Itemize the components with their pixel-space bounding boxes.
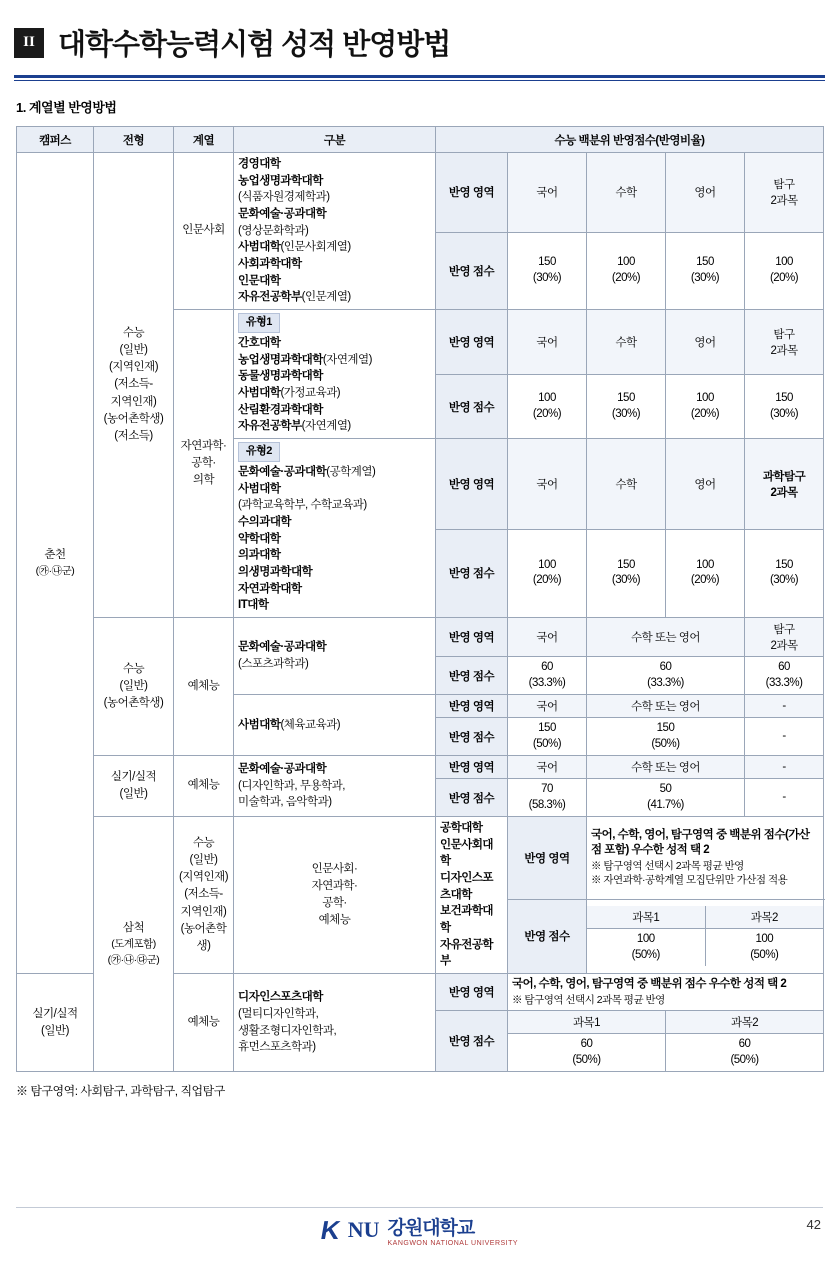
points-korean bbox=[508, 375, 587, 439]
subject-english: 영어 bbox=[666, 439, 745, 530]
points-value: 50 bbox=[659, 783, 672, 796]
dept-line: 자연과학대학 bbox=[238, 582, 302, 595]
points-value: 150 bbox=[656, 722, 675, 735]
dept-suffix: (인문계열) bbox=[301, 291, 351, 304]
points-value: 70 bbox=[541, 783, 553, 796]
inquiry-label: 탐구 bbox=[773, 179, 795, 192]
adm-line: (농어촌학생) bbox=[180, 922, 227, 953]
points-value: 100 bbox=[696, 392, 714, 405]
adm-line: 지역인재) bbox=[110, 395, 157, 408]
track-samcheok-mixed bbox=[234, 817, 436, 974]
subject-subtable bbox=[587, 906, 823, 966]
inquiry-label: 탐구 bbox=[773, 624, 795, 636]
dept-line: 생활조형디자인학과, bbox=[238, 1024, 337, 1037]
points-value: 150 bbox=[696, 256, 714, 269]
subject-inquiry bbox=[745, 153, 824, 233]
track-arts-1: 예체능 bbox=[174, 618, 234, 756]
points-korean bbox=[508, 718, 587, 756]
adm-line: (지역인재) bbox=[178, 871, 229, 884]
points-math-or-english bbox=[587, 657, 745, 695]
logo-korean-name: 강원대학교 bbox=[387, 1218, 475, 1239]
label-area: 반영 영역 bbox=[436, 756, 508, 779]
dept-line: 미술학과, 음악학과) bbox=[238, 796, 332, 809]
points-korean bbox=[508, 529, 587, 617]
table-row bbox=[17, 817, 824, 899]
adm-line: 실기/실적 bbox=[32, 1007, 78, 1020]
track-line: 인문사회· bbox=[311, 862, 358, 875]
division-samcheok-practical bbox=[234, 974, 436, 1072]
admission-practical-chuncheon bbox=[94, 756, 174, 817]
label-points: 반영 점수 bbox=[436, 529, 508, 617]
subject-inquiry bbox=[745, 310, 824, 375]
dept-line bbox=[238, 239, 431, 256]
points-ratio: (50%) bbox=[532, 737, 562, 750]
knu-logo bbox=[0, 1213, 839, 1247]
points-inquiry bbox=[745, 529, 824, 617]
label-points: 반영 점수 bbox=[436, 779, 508, 817]
points-ratio: (50%) bbox=[651, 737, 680, 750]
track-line: 자연과학· bbox=[311, 879, 358, 892]
points-value: 100 bbox=[755, 933, 774, 946]
subject2-header: 과목2 bbox=[705, 906, 823, 929]
adm-line: 지역인재) bbox=[180, 905, 227, 918]
label-points: 반영 점수 bbox=[436, 1011, 508, 1072]
adm-line: (저소득- bbox=[184, 888, 223, 901]
points-math bbox=[587, 232, 666, 310]
points-math bbox=[587, 529, 666, 617]
subject-math-or-english: 수학 또는 영어 bbox=[587, 756, 745, 779]
points-ratio: (41.7%) bbox=[647, 798, 684, 811]
subject-science-inquiry bbox=[745, 439, 824, 530]
dept-line: 수의과대학 bbox=[238, 515, 292, 528]
label-points: 반영 점수 bbox=[436, 718, 508, 756]
division-natural-type2 bbox=[234, 439, 436, 618]
adm-line: 수능 bbox=[122, 662, 145, 675]
dept-line: 산림환경과학대학 bbox=[238, 403, 323, 416]
dept-name: 자유전공학부 bbox=[238, 291, 302, 304]
header-divider-thin bbox=[14, 80, 825, 81]
points-math bbox=[587, 375, 666, 439]
subject2-header: 과목2 bbox=[666, 1011, 824, 1034]
track-line: 자연과학· bbox=[180, 439, 227, 452]
science-inquiry-count: 2과목 bbox=[770, 486, 798, 499]
header-divider bbox=[14, 75, 825, 78]
page-number: 42 bbox=[806, 1217, 821, 1232]
dept-line: 공학대학 bbox=[440, 822, 483, 835]
points-ratio: (50%) bbox=[572, 1053, 601, 1066]
subject-korean: 국어 bbox=[508, 756, 587, 779]
area-rule-main: 국어, 수학, 영어, 탐구영역 중 백분위 점수(가산점 포함) 우수한 성적 택 2 bbox=[591, 828, 810, 857]
track-humanities: 인문사회 bbox=[174, 153, 234, 310]
table-body bbox=[17, 153, 824, 1072]
points-value: 60 bbox=[659, 661, 672, 673]
subject-korean: 국어 bbox=[508, 310, 587, 375]
area-rule-note: ※ 자연과학·공학계열 모집단위만 가산점 적용 bbox=[591, 874, 788, 887]
type-badge-2: 유형2 bbox=[238, 442, 280, 462]
area-rule-samcheok-practical bbox=[508, 974, 824, 1011]
dept-line: 사회과학대학 bbox=[238, 258, 302, 271]
campus-sub: (㉮·㉯군) bbox=[35, 564, 75, 577]
dept-line: 농업생명과학대학 bbox=[238, 174, 323, 187]
admission-suneung-arts bbox=[94, 618, 174, 756]
points-ratio: (20%) bbox=[532, 407, 562, 420]
dept-line: 의과대학 bbox=[238, 549, 281, 562]
dept-line: 휴먼스포츠학과) bbox=[238, 1041, 316, 1054]
points-samcheok-suneung bbox=[587, 899, 824, 974]
adm-line: 수능 bbox=[122, 326, 145, 339]
subject1-points bbox=[587, 929, 705, 967]
subject1-points bbox=[508, 1034, 666, 1072]
division-humanities bbox=[234, 153, 436, 310]
label-area: 반영 영역 bbox=[508, 817, 587, 899]
points-ratio: (20%) bbox=[532, 574, 562, 587]
table-row bbox=[17, 618, 824, 657]
dept-line bbox=[238, 289, 431, 306]
page-header bbox=[0, 0, 839, 69]
points-ratio: (20%) bbox=[690, 574, 720, 587]
dept-line: 문화예술·공과대학 bbox=[238, 641, 327, 654]
points-none: - bbox=[745, 779, 824, 817]
subject-subtable bbox=[508, 1011, 823, 1071]
admission-suneung-chuncheon bbox=[94, 153, 174, 618]
dept-line bbox=[238, 717, 431, 734]
subject-math: 수학 bbox=[587, 439, 666, 530]
subtable-header-row bbox=[508, 1011, 823, 1034]
dept-line: (스포츠과학과) bbox=[238, 658, 309, 671]
points-value: 150 bbox=[617, 558, 635, 571]
inquiry-count: 2과목 bbox=[770, 195, 798, 208]
points-value: 60 bbox=[738, 1038, 751, 1051]
adm-line: 실기/실적 bbox=[110, 770, 157, 783]
area-rule-main: 국어, 수학, 영어, 탐구영역 중 백분위 점수 우수한 성적 택 2 bbox=[512, 978, 787, 991]
points-ratio: (30%) bbox=[611, 574, 641, 587]
dept-suffix: (체육교육과) bbox=[280, 718, 341, 731]
inquiry-count: 2과목 bbox=[770, 345, 798, 358]
subject-math: 수학 bbox=[587, 310, 666, 375]
dept-suffix: (자연계열) bbox=[301, 420, 351, 433]
campus-samcheok bbox=[94, 817, 174, 1072]
dept-name: 농업생명과학대학 bbox=[238, 353, 323, 366]
th-division: 구분 bbox=[234, 127, 436, 153]
th-campus: 캠퍼스 bbox=[17, 127, 94, 153]
label-area: 반영 영역 bbox=[436, 153, 508, 233]
division-natural-type1 bbox=[234, 310, 436, 439]
subject-math-or-english: 수학 또는 영어 bbox=[587, 695, 745, 718]
track-arts-2: 예체능 bbox=[174, 756, 234, 817]
points-ratio: (50%) bbox=[730, 1053, 759, 1066]
table-header-row bbox=[17, 127, 824, 153]
track-line: 공학· bbox=[322, 897, 347, 910]
subtable-header-row bbox=[587, 906, 823, 929]
dept-line: 보건과학대학 bbox=[440, 905, 494, 935]
dept-name: 사범대학 bbox=[238, 718, 281, 731]
label-points-text: 반영 점수 bbox=[524, 931, 570, 944]
adm-line: (저소득) bbox=[114, 430, 153, 443]
table-row bbox=[17, 153, 824, 233]
division-sports-science bbox=[234, 618, 436, 695]
points-value: 100 bbox=[617, 256, 635, 269]
campus-name: 춘천 bbox=[44, 548, 66, 561]
points-korean bbox=[508, 779, 587, 817]
division-physical-education bbox=[234, 695, 436, 756]
points-value: 100 bbox=[538, 392, 556, 405]
points-value: 60 bbox=[580, 1038, 593, 1051]
th-admission: 전형 bbox=[94, 127, 174, 153]
points-value: 100 bbox=[636, 933, 655, 946]
dept-line: (영상문화학과) bbox=[238, 224, 309, 237]
dept-suffix: (가정교육과) bbox=[280, 387, 341, 399]
dept-line bbox=[238, 385, 431, 402]
label-points: 반영 점수 bbox=[436, 232, 508, 310]
campus-name: 삼척 bbox=[122, 921, 145, 934]
adm-line: (일반) bbox=[41, 1024, 69, 1037]
th-score: 수능 백분위 반영점수(반영비율) bbox=[436, 127, 824, 153]
dept-line: (멀티디자인학과, bbox=[238, 1008, 319, 1021]
points-math-or-english bbox=[587, 718, 745, 756]
adm-line: (농어촌학생) bbox=[103, 412, 164, 425]
points-ratio: (20%) bbox=[769, 271, 799, 284]
dept-name: 사범대학 bbox=[238, 241, 281, 254]
dept-line: IT대학 bbox=[238, 599, 269, 612]
points-english bbox=[666, 375, 745, 439]
footnote: ※ 탐구영역: 사회탐구, 과학탐구, 직업탐구 bbox=[16, 1084, 225, 1099]
points-ratio: (33.3%) bbox=[647, 676, 684, 689]
points-ratio: (20%) bbox=[611, 271, 641, 284]
points-korean bbox=[508, 232, 587, 310]
dept-line: (디자인학과, 무용학과, bbox=[238, 779, 345, 792]
subject-english: 영어 bbox=[666, 153, 745, 233]
dept-line: 인문대학 bbox=[238, 274, 281, 287]
dept-line: 디자인스포츠대학 bbox=[440, 872, 494, 901]
admission-practical-samcheok bbox=[17, 974, 94, 1072]
inquiry-label: 탐구 bbox=[773, 329, 795, 342]
points-korean bbox=[508, 657, 587, 695]
points-none: - bbox=[745, 718, 824, 756]
points-ratio: (30%) bbox=[611, 407, 641, 420]
label-points: 반영 점수 bbox=[436, 657, 508, 695]
subject-english: 영어 bbox=[666, 310, 745, 375]
subject-math: 수학 bbox=[587, 153, 666, 233]
points-samcheok-practical bbox=[508, 1011, 824, 1072]
page-title: 대학수학능력시험 성적 반영방법 bbox=[58, 29, 451, 61]
subtable-value-row bbox=[587, 929, 823, 967]
subject1-header: 과목1 bbox=[587, 906, 705, 929]
points-value: 150 bbox=[775, 558, 793, 571]
dept-line: 의생명과학대학 bbox=[238, 565, 313, 578]
points-ratio: (20%) bbox=[690, 407, 720, 420]
adm-line: (일반) bbox=[119, 679, 148, 692]
subject2-points bbox=[705, 929, 823, 967]
dept-line: 인문사회대학 bbox=[440, 838, 494, 868]
dept-line: (식품자원경제학과) bbox=[238, 191, 330, 204]
dept-line: 약학대학 bbox=[238, 532, 281, 545]
points-value: 60 bbox=[541, 661, 553, 673]
points-ratio: (30%) bbox=[769, 574, 799, 587]
points-english bbox=[666, 232, 745, 310]
area-rule-note: ※ 탐구영역 선택시 2과목 평균 반영 bbox=[512, 993, 665, 1006]
points-math-or-english bbox=[587, 779, 745, 817]
division-samcheok-suneung bbox=[436, 817, 508, 974]
dept-suffix: (인문사회계열) bbox=[280, 241, 351, 254]
admission-suneung-samcheok bbox=[174, 817, 234, 974]
dept-line: 문화예술·공과대학 bbox=[238, 763, 327, 776]
dept-line: 간호대학 bbox=[238, 336, 281, 349]
label-points: 반영 점수 bbox=[436, 375, 508, 439]
points-english bbox=[666, 529, 745, 617]
adm-line: 수능 bbox=[192, 836, 215, 849]
points-ratio: (30%) bbox=[690, 271, 720, 284]
inquiry-count: 2과목 bbox=[770, 640, 798, 652]
dept-name: 자유전공학부 bbox=[238, 420, 302, 433]
points-ratio: (50%) bbox=[631, 948, 660, 961]
dept-line: 경영대학 bbox=[238, 158, 281, 170]
adm-line: (지역인재) bbox=[108, 361, 159, 374]
area-rule-samcheok-suneung bbox=[587, 817, 824, 899]
points-inquiry bbox=[745, 232, 824, 310]
science-inquiry-label: 과학탐구 bbox=[762, 470, 806, 483]
subject-math-or-english: 수학 또는 영어 bbox=[587, 618, 745, 657]
campus-chuncheon bbox=[17, 153, 94, 974]
subject-inquiry bbox=[745, 618, 824, 657]
reflection-method-table bbox=[16, 126, 824, 1072]
subject-korean: 국어 bbox=[508, 153, 587, 233]
table-row bbox=[17, 756, 824, 779]
dept-name: 사범대학 bbox=[238, 387, 281, 399]
adm-line: (농어촌학생) bbox=[103, 697, 164, 710]
subject1-header: 과목1 bbox=[508, 1011, 666, 1034]
dept-line: 동물생명과학대학 bbox=[238, 370, 323, 383]
subject-korean: 국어 bbox=[508, 618, 587, 657]
points-ratio: (58.3%) bbox=[528, 798, 566, 811]
subject-none: - bbox=[745, 756, 824, 779]
points-value: 150 bbox=[538, 722, 556, 735]
label-area: 반영 영역 bbox=[436, 310, 508, 375]
points-value: 100 bbox=[696, 558, 714, 571]
points-ratio: (33.3%) bbox=[528, 676, 566, 689]
label-area: 반영 영역 bbox=[436, 695, 508, 718]
area-rule-note: ※ 탐구영역 선택시 2과목 평균 반영 bbox=[591, 859, 744, 872]
dept-suffix: (공학계열) bbox=[326, 465, 376, 478]
track-samcheok-arts: 예체능 bbox=[174, 974, 234, 1072]
label-area: 반영 영역 bbox=[436, 974, 508, 1011]
dept-suffix: (자연계열) bbox=[322, 353, 372, 366]
campus-sub2: (㉮·㉯·㉰군) bbox=[107, 953, 160, 966]
subject2-points bbox=[666, 1034, 824, 1072]
points-ratio: (33.3%) bbox=[765, 676, 803, 689]
campus-sub1: (도계포함) bbox=[111, 938, 156, 951]
page-footer bbox=[0, 1207, 839, 1247]
division-design-arts bbox=[234, 756, 436, 817]
dept-line bbox=[238, 418, 431, 435]
points-value: 150 bbox=[775, 392, 793, 405]
points-ratio: (30%) bbox=[532, 271, 562, 284]
track-natural bbox=[174, 310, 234, 618]
dept-name: 문화예술·공과대학 bbox=[238, 465, 327, 478]
points-ratio: (50%) bbox=[750, 948, 779, 961]
label-points bbox=[508, 899, 587, 974]
track-line: 의학 bbox=[192, 474, 215, 487]
dept-line bbox=[238, 464, 431, 481]
points-value: 100 bbox=[775, 256, 793, 269]
dept-line: 디자인스포츠대학 bbox=[238, 991, 323, 1004]
subject-korean: 국어 bbox=[508, 439, 587, 530]
points-value: 100 bbox=[538, 558, 556, 571]
th-track: 계열 bbox=[174, 127, 234, 153]
label-area: 반영 영역 bbox=[436, 439, 508, 530]
points-value: 60 bbox=[778, 661, 790, 673]
dept-line: 문화예술·공과대학 bbox=[238, 208, 327, 221]
section-title: 1. 계열별 반영방법 bbox=[16, 100, 117, 115]
footer-divider bbox=[16, 1207, 823, 1208]
track-line: 예체능 bbox=[318, 914, 351, 927]
track-line: 공학· bbox=[191, 456, 216, 469]
subject-none: - bbox=[745, 695, 824, 718]
logo-nu-letters: NU bbox=[347, 1217, 380, 1242]
subject-korean: 국어 bbox=[508, 695, 587, 718]
type-badge-1: 유형1 bbox=[238, 313, 280, 333]
logo-english-name: KANGWON NATIONAL UNIVERSITY bbox=[387, 1240, 519, 1247]
points-value: 150 bbox=[617, 392, 635, 405]
points-inquiry bbox=[745, 657, 824, 695]
dept-line: 사범대학 bbox=[238, 482, 281, 495]
label-area: 반영 영역 bbox=[436, 618, 508, 657]
dept-line: 자유전공학부 bbox=[440, 938, 494, 968]
chapter-badge: II bbox=[14, 28, 44, 58]
adm-line: (일반) bbox=[119, 788, 148, 801]
points-ratio: (30%) bbox=[769, 407, 799, 420]
logo-k-letter: K bbox=[318, 1214, 343, 1245]
adm-line: (일반) bbox=[119, 343, 148, 356]
dept-line: (과학교육학부, 수학교육과) bbox=[238, 499, 367, 512]
points-value: 150 bbox=[538, 256, 556, 269]
dept-line bbox=[238, 352, 431, 369]
adm-line: (일반) bbox=[189, 853, 218, 866]
adm-line: (저소득- bbox=[114, 378, 153, 391]
points-inquiry bbox=[745, 375, 824, 439]
subtable-value-row bbox=[508, 1034, 823, 1072]
